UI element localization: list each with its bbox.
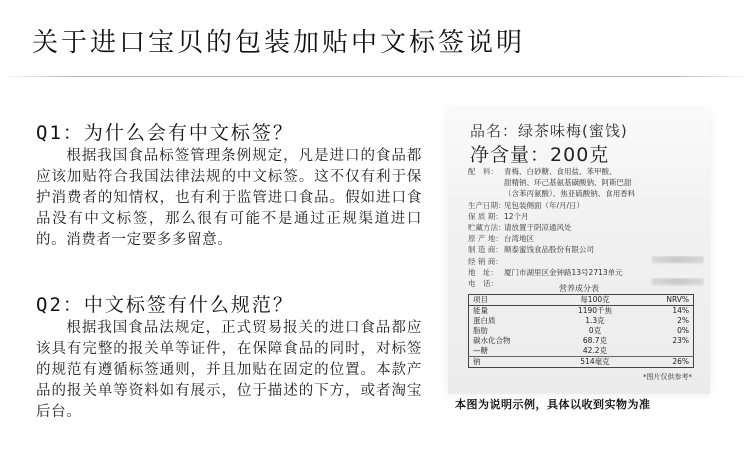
nutrition-cell: 2% <box>677 316 689 325</box>
label-info-key <box>468 177 504 188</box>
nutrition-cell: 蛋白质 <box>473 316 496 325</box>
nutrition-cell: 23% <box>672 336 689 345</box>
nutrition-cell: 脂肪 <box>473 326 488 335</box>
label-net-weight <box>470 140 609 167</box>
nutrition-table <box>468 294 694 368</box>
nutrition-cell: 能量 <box>473 306 488 315</box>
label-info-row <box>468 222 704 233</box>
q2-paragraph <box>36 318 422 423</box>
label-info-value: 台湾地区 <box>504 234 534 244</box>
q1-text: 根据我国食品标签管理条例规定，凡是进口的食品都应该加贴符合我国法律法规的中文标签。这不仅有利于保护消费者的知情权，也有利于监管进口食品。假如进口食品没有中文标签，那么很有可能不是通过正规渠道进口的。消费者一定要多多留意。 <box>36 148 422 248</box>
nutrition-cell: 钠 <box>469 357 556 368</box>
nutrition-cell: —糖 <box>473 346 488 355</box>
nutrition-header-cell: 每100克 <box>555 295 634 306</box>
nutrition-header-cell: 项目 <box>469 295 556 306</box>
label-info-value: 顺泰蜜饯食品股份有限公司 <box>504 245 594 255</box>
q2-heading: Q2：中文标签有什么规范？ <box>36 294 294 316</box>
label-info-row <box>468 177 704 188</box>
q1-heading: Q1：为什么会有中文标签？ <box>36 122 294 144</box>
nutrition-cell: 42.2克 <box>582 346 608 355</box>
image-caption: 本图为说明示例，具体以收到实物为准 <box>455 398 651 411</box>
nutrition-cell: 碳水化合物 <box>473 336 511 345</box>
label-info-value: 厦门市湖里区金钟路13号2713单元 <box>504 267 623 277</box>
label-info-key: 生产日期： <box>468 200 506 210</box>
nutrition-cell <box>635 346 694 357</box>
nutrition-row <box>469 306 694 317</box>
nutrition-cell: 0% <box>677 326 689 335</box>
label-info-key: 原 产 地： <box>468 234 503 244</box>
label-info-value: 见包装侧面（年/月/日） <box>504 200 585 210</box>
label-info-row <box>468 166 704 177</box>
label-info-value: 青梅、白砂糖、食用盐、苯甲酸、 <box>504 167 617 176</box>
redacted-text <box>652 256 704 263</box>
label-info-value: 甜精钠、环己基氨基磺酸钠、阿斯巴甜 <box>504 178 632 188</box>
nutrition-cell: 1.3克 <box>585 316 605 325</box>
label-info-key: 地 址： <box>468 267 498 277</box>
product-label-image <box>448 110 710 394</box>
label-info-row <box>468 200 704 211</box>
label-info-row <box>468 211 704 222</box>
label-info-list <box>468 166 704 289</box>
label-info-value: 12个月 <box>504 211 529 221</box>
nutrition-title: 营养成分表 <box>559 284 599 293</box>
nutrition-cell: 514毫克 <box>555 357 634 368</box>
label-info-row <box>468 256 704 267</box>
label-product-name: 品名：绿茶味梅(蜜饯) <box>470 122 628 140</box>
label-info-key: 经 销 商： <box>468 256 503 266</box>
nutrition-cell: 0克 <box>588 326 602 335</box>
q1-paragraph <box>36 146 422 251</box>
page-title: 关于进口宝贝的包装加贴中文标签说明 <box>32 28 526 58</box>
label-note: *图片仅供参考* <box>643 373 692 381</box>
label-info-row <box>468 188 704 199</box>
label-info-key: 保 质 期： <box>468 211 503 221</box>
label-info-key <box>468 188 504 199</box>
nutrition-row <box>469 326 694 336</box>
nutrition-cell: 68.7克 <box>582 336 608 345</box>
nutrition-header-cell: NRV% <box>635 295 694 306</box>
nutrition-row <box>469 316 694 326</box>
nutrition-header-row <box>469 295 694 306</box>
nutrition-cell: 26% <box>635 357 694 368</box>
label-info-row <box>468 233 704 244</box>
label-info-value <box>504 256 652 267</box>
nutrition-cell: 14% <box>672 306 689 315</box>
label-info-key: 制 造 商： <box>468 245 503 255</box>
label-info-row <box>468 267 704 278</box>
nutrition-row <box>469 346 694 357</box>
nutrition-row <box>469 357 694 368</box>
nutrition-cell: 1190千焦 <box>577 306 613 315</box>
nutrition-row <box>469 336 694 346</box>
label-info-row <box>468 244 704 255</box>
title-divider <box>0 76 750 77</box>
label-info-key: 配 料： <box>468 167 498 176</box>
q2-text: 根据我国食品法规定，正式贸易报关的进口食品都应该具有完整的报关单等证件，在保障食品的同时，对标签的规范有遵循标签通则，并且加贴在固定的位置。本款产品的报关单等资料如有展示，位于描述的下方，或者淘宝后台。 <box>36 320 422 420</box>
label-net-value: 200克 <box>550 144 610 166</box>
label-net-key: 净含量： <box>470 144 551 166</box>
label-info-value: （含苯丙氨酸）、焦亚硫酸钠、食用香料 <box>504 189 636 199</box>
label-info-key: 贮藏方法： <box>468 223 506 233</box>
label-info-key: 电 话： <box>468 279 498 289</box>
label-info-value: 请放置于阴凉通风处 <box>504 223 572 233</box>
